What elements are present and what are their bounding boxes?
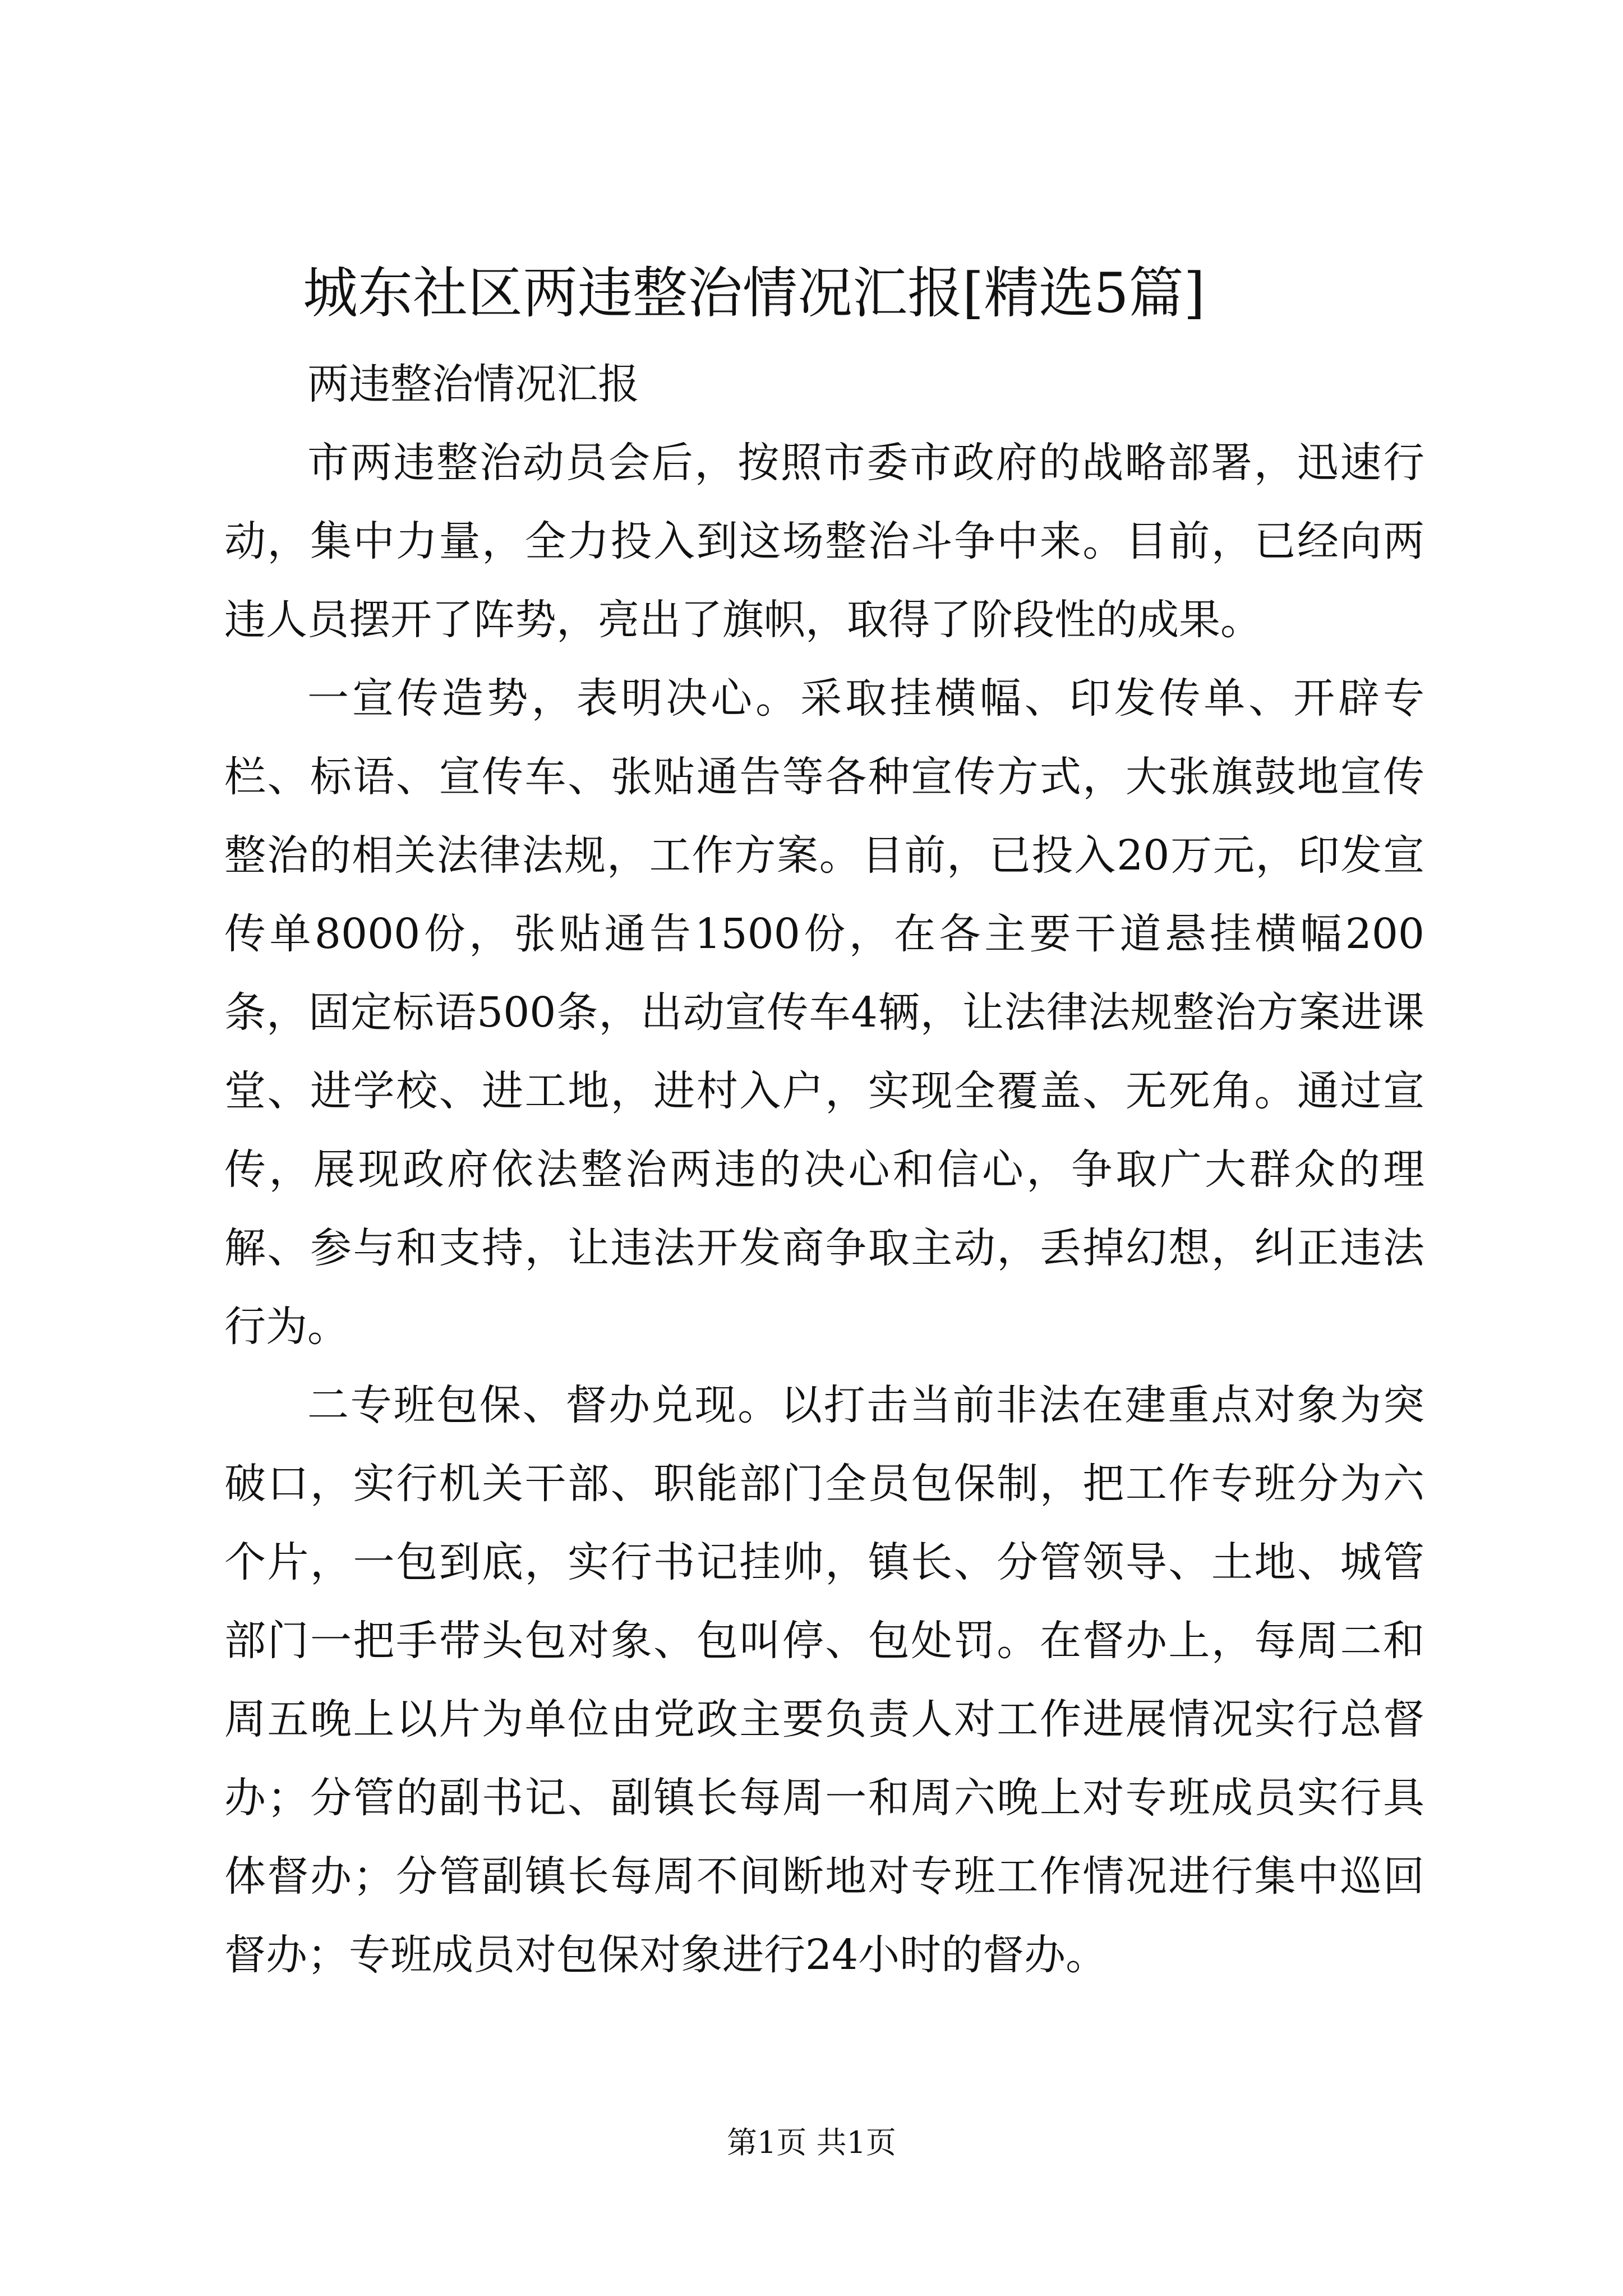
document-subtitle: 两违整治情况汇报	[307, 360, 639, 408]
paragraph-1: 市两违整治动员会后，按照市委市政府的战略部署，迅速行动，集中力量，全力投入到这场整治斗争中来。目前，已经向两违人员摆开了阵势，亮出了旗帜，取得了阶段性的成果。	[224, 439, 1424, 644]
document-title: 城东社区两违整治情况汇报[精选5篇]	[303, 261, 1205, 325]
document-body	[224, 345, 1424, 1994]
paragraph-3: 二专班包保、督办兑现。以打击当前非法在建重点对象为突破口，实行机关干部、职能部门全员包保制，把工作专班分为六个片，一包到底，实行书记挂帅，镇长、分管领导、土地、城管部门一把手带头包对象、包叫停、包处罚。在督办上，每周二和周五晚上以片为单位由党政主要负责人对工作进展情况实行总督办；分管的副书记、副镇长每周一和周六晚上对专班成员实行具体督办；分管副镇长每周不间断地对专班工作情况进行集中巡回督办；专班成员对包保对象进行24小时的督办。	[224, 1381, 1424, 1979]
paragraph-2: 一宣传造势，表明决心。采取挂横幅、印发传单、开辟专栏、标语、宣传车、张贴通告等各种宣传方式，大张旗鼓地宣传整治的相关法律法规，工作方案。目前，已投入20万元，印发宣传单8000份，张贴通告1500份，在各主要干道悬挂横幅200条，固定标语500条，出动宣传车4辆，让法律法规整治方案进课堂、进学校、进工地，进村入户，实现全覆盖、无死角。通过宣传，展现政府依法整治两违的决心和信心，争取广大群众的理解、参与和支持，让违法开发商争取主动，丢掉幻想，纠正违法行为。	[224, 674, 1424, 1351]
page-footer: 第1页 共1页	[727, 2125, 896, 2160]
